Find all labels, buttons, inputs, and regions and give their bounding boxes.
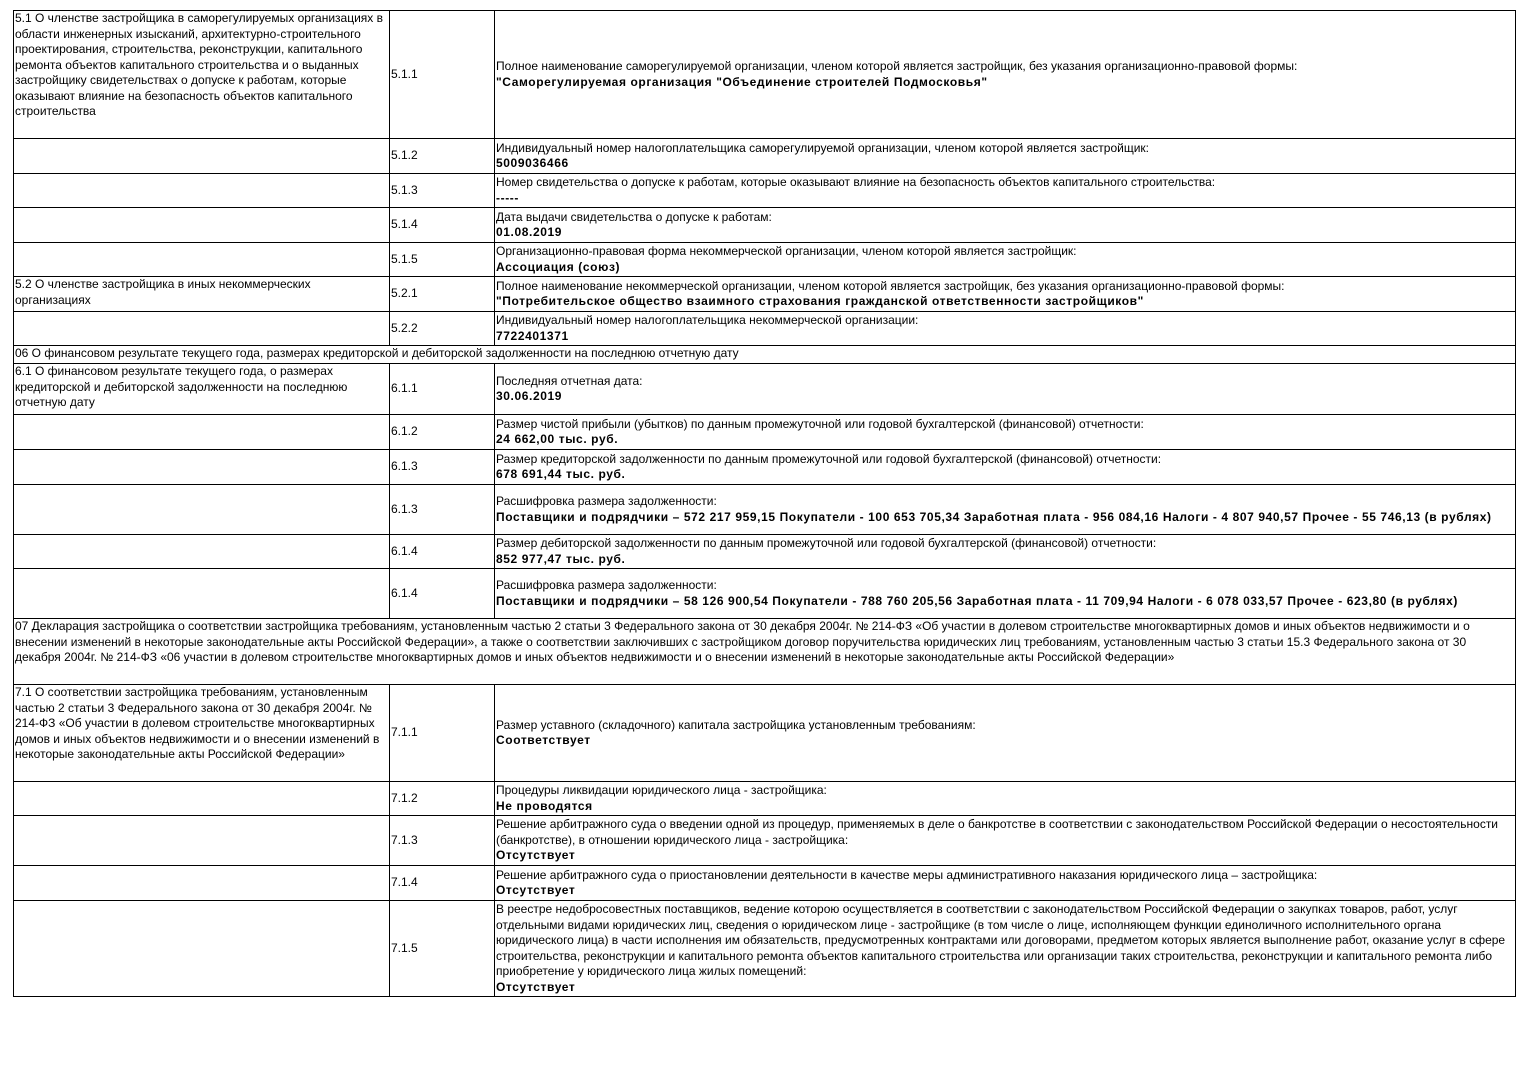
section-header-row — [14, 346, 1516, 364]
section-title — [14, 816, 390, 866]
item-label: Полное наименование некоммерческой организации, членом которой является застройщик, без указания организационно-правовой формы: — [496, 278, 1285, 293]
item-label: Организационно-правовая форма некоммерческой организации, членом которой является застройщик: — [496, 244, 1077, 258]
item-content — [495, 782, 1516, 816]
item-label: Процедуры ликвидации юридического лица - застройщика: — [496, 783, 827, 797]
table-row — [14, 208, 1516, 243]
item-code: 7.1.5 — [390, 901, 495, 997]
item-code: 6.1.1 — [390, 364, 495, 415]
item-content — [495, 208, 1516, 243]
table-row — [14, 139, 1516, 174]
item-code: 7.1.1 — [390, 685, 495, 782]
item-code: 7.1.2 — [390, 782, 495, 816]
item-label: Размер дебиторской задолженности по данным промежуточной или годовой бухгалтерской (финансовой) отчетности: — [496, 536, 1157, 550]
item-value: 5009036466 — [496, 156, 569, 170]
table-row — [14, 782, 1516, 816]
item-value: 852 977,47 тыс. руб. — [496, 551, 626, 566]
section-title — [14, 139, 390, 174]
item-value: "Саморегулируемая организация "Объединение строителей Подмосковья" — [496, 74, 988, 89]
item-value: ----- — [496, 190, 519, 205]
section-title: 7.1 О соответствии застройщика требованиям, установленным частью 2 статьи 3 Федерального закона от 30 декабря 2004г. № 214-ФЗ «Об участии в долевом строительстве многоквартирных домов и иных объектов недвижимости и о внесении изменений в некоторые законодательные акты Российской Федерации» — [14, 685, 390, 782]
section-title: 5.2 О членстве застройщика в иных некоммерческих организациях — [14, 277, 390, 312]
table-row — [14, 816, 1516, 866]
item-content — [495, 901, 1516, 997]
item-content — [495, 569, 1516, 619]
section-title — [14, 782, 390, 816]
item-content — [495, 312, 1516, 346]
item-content — [495, 11, 1516, 139]
item-content — [495, 415, 1516, 450]
item-code: 5.1.4 — [390, 208, 495, 243]
table-row — [14, 450, 1516, 485]
item-content — [495, 866, 1516, 901]
item-code: 5.1.5 — [390, 243, 495, 277]
item-code: 5.2.1 — [390, 277, 495, 312]
item-label: Размер чистой прибыли (убытков) по данным промежуточной или годовой бухгалтерской (финансовой) отчетности: — [496, 416, 1144, 431]
item-content — [495, 535, 1516, 569]
item-value: "Потребительское общество взаимного страхования гражданской ответственности застройщиков" — [496, 294, 1144, 308]
item-label: Последняя отчетная дата: — [496, 373, 643, 388]
section-title — [14, 866, 390, 901]
item-value: Поставщики и подрядчики – 572 217 959,15 Покупатели - 100 653 705,34 Заработная плата - 956 084,16 Налоги - 4 807 940,57 Прочее - 55 746,13 (в рублях) — [496, 509, 1492, 524]
item-value: Не проводятся — [496, 798, 593, 813]
table-row — [14, 685, 1516, 782]
item-content — [495, 485, 1516, 535]
item-code: 7.1.3 — [390, 816, 495, 866]
item-code: 6.1.3 — [390, 450, 495, 485]
section-title: 5.1 О членстве застройщика в саморегулируемых организациях в области инженерных изысканий, архитектурно-строительного проектирования, строительства, реконструкции, капитального ремонта объектов капитального строительства и о выданных застройщику свидетельствах о допуске к работам, которые оказывают влияние на безопасность объектов капитального строительства — [14, 11, 390, 139]
section-title — [14, 208, 390, 243]
section-title: 6.1 О финансовом результате текущего года, о размерах кредиторской и дебиторской задолженности на последнюю отчетную дату — [14, 364, 390, 415]
section-title — [14, 901, 390, 997]
item-label: Полное наименование саморегулируемой организации, членом которой является застройщик, без указания организационно-правовой формы: — [496, 59, 1298, 73]
section-header-row — [14, 619, 1516, 685]
section-title — [14, 312, 390, 346]
item-content — [495, 139, 1516, 174]
table-row — [14, 485, 1516, 535]
section-title — [14, 243, 390, 277]
table-row — [14, 415, 1516, 450]
item-content — [495, 243, 1516, 277]
item-value: Ассоциация (союз) — [496, 259, 621, 274]
item-code: 5.1.2 — [390, 139, 495, 174]
item-label: Индивидуальный номер налогоплательщика некоммерческой организации: — [496, 313, 919, 327]
item-value: 7722401371 — [496, 328, 569, 343]
table-row — [14, 11, 1516, 139]
item-label: Расшифровка размера задолженности: — [496, 494, 717, 508]
item-code: 5.1.3 — [390, 174, 495, 208]
table-row — [14, 535, 1516, 569]
item-label: Номер свидетельства о допуске к работам, которые оказывают влияние на безопасность объектов капитального строительства: — [496, 175, 1216, 189]
item-value: Поставщики и подрядчики – 58 126 900,54 Покупатели - 788 760 205,56 Заработная плата - 11 709,94 Налоги - 6 078 033,57 Прочее - 623,80 (в рублях) — [496, 593, 1458, 608]
section-title — [14, 569, 390, 619]
table-row — [14, 243, 1516, 277]
item-content — [495, 816, 1516, 866]
item-code: 6.1.2 — [390, 415, 495, 450]
item-code: 6.1.4 — [390, 535, 495, 569]
section-title — [14, 450, 390, 485]
disclosure-table — [13, 10, 1516, 997]
table-row — [14, 174, 1516, 208]
item-code: 7.1.4 — [390, 866, 495, 901]
table-row — [14, 901, 1516, 997]
table-row — [14, 866, 1516, 901]
item-content — [495, 174, 1516, 208]
item-value: 24 662,00 тыс. руб. — [496, 432, 619, 446]
item-content — [495, 277, 1516, 312]
item-label: Размер уставного (складочного) капитала застройщика установленным требованиям: — [496, 717, 976, 732]
item-value: Соответствует — [496, 733, 591, 747]
item-value: Отсутствует — [496, 883, 576, 897]
section-title — [14, 415, 390, 450]
item-content — [495, 364, 1516, 415]
item-label: В реестре недобросовестных поставщиков, ведение которою осуществляется в соответствии с законодательством Российской Федерации о закупках товаров, работ, услуг отдельными видами юридических лиц, сведения о юридическом лице - застройщике (в том числе о лице, исполняющем функции единоличного исполнительного органа юридического лица) в части исполнения им обязательств, предусмотренных контрактами или договорами, предметом которых является выполнение работ, оказание услуг в сфере строительства, реконструкции и капитального ремонта объектов капитального строительства или организации таких строительства, реконструкции и капитального ремонта либо приобретение у юридического лица жилых помещений: — [496, 902, 1506, 978]
section-title — [14, 174, 390, 208]
item-value: Отсутствует — [496, 979, 576, 994]
table-row — [14, 277, 1516, 312]
item-code: 6.1.4 — [390, 569, 495, 619]
item-code: 6.1.3 — [390, 485, 495, 535]
item-label: Решение арбитражного суда о введении одной из процедур, применяемых в деле о банкротстве в соответствии с законодательством Российской Федерации о несостоятельности (банкротстве), в отношении юридического лица - застройщика: — [496, 817, 1499, 847]
item-value: 01.08.2019 — [496, 225, 563, 239]
item-label: Дата выдачи свидетельства о допуске к работам: — [496, 209, 772, 224]
item-code: 5.2.2 — [390, 312, 495, 346]
item-content — [495, 685, 1516, 782]
item-value: 678 691,44 тыс. руб. — [496, 467, 626, 481]
section-title — [14, 535, 390, 569]
section-title — [14, 485, 390, 535]
table-row — [14, 569, 1516, 619]
table-row — [14, 364, 1516, 415]
item-code: 5.1.1 — [390, 11, 495, 139]
item-label: Размер кредиторской задолженности по данным промежуточной или годовой бухгалтерской (финансовой) отчетности: — [496, 451, 1162, 466]
item-label: Решение арбитражного суда о приостановлении деятельности в качестве меры административного наказания юридического лица – застройщика: — [496, 867, 1318, 882]
section-header: 06 О финансовом результате текущего года, размерах кредиторской и дебиторской задолженности на последнюю отчетную дату — [14, 346, 1516, 364]
item-value: Отсутствует — [496, 848, 576, 863]
item-label: Расшифровка размера задолженности: — [496, 578, 717, 592]
section-header: 07 Декларация застройщика о соответствии застройщика требованиям, установленным частью 2 статьи 3 Федерального закона от 30 декабря 2004г. № 214-ФЗ «Об участии в долевом строительстве многоквартирных домов и иных объектов недвижимости и о внесении изменений в некоторые законодательные акты Российской Федерации», а также о соответствии заключивших с застройщиком договор поручительства юридических лиц требованиям, установленным частью 3 статьи 15.3 Федерального закона от 30 декабря 2004г. № 214-ФЗ «06 участии в долевом строительстве многоквартирных домов и иных объектов недвижимости и о внесении изменений в некоторые законодательные акты Российской Федерации» — [14, 619, 1516, 685]
item-content — [495, 450, 1516, 485]
item-label: Индивидуальный номер налогоплательщика саморегулируемой организации, членом которой является застройщик: — [496, 140, 1150, 155]
item-value: 30.06.2019 — [496, 389, 563, 403]
table-row — [14, 312, 1516, 346]
